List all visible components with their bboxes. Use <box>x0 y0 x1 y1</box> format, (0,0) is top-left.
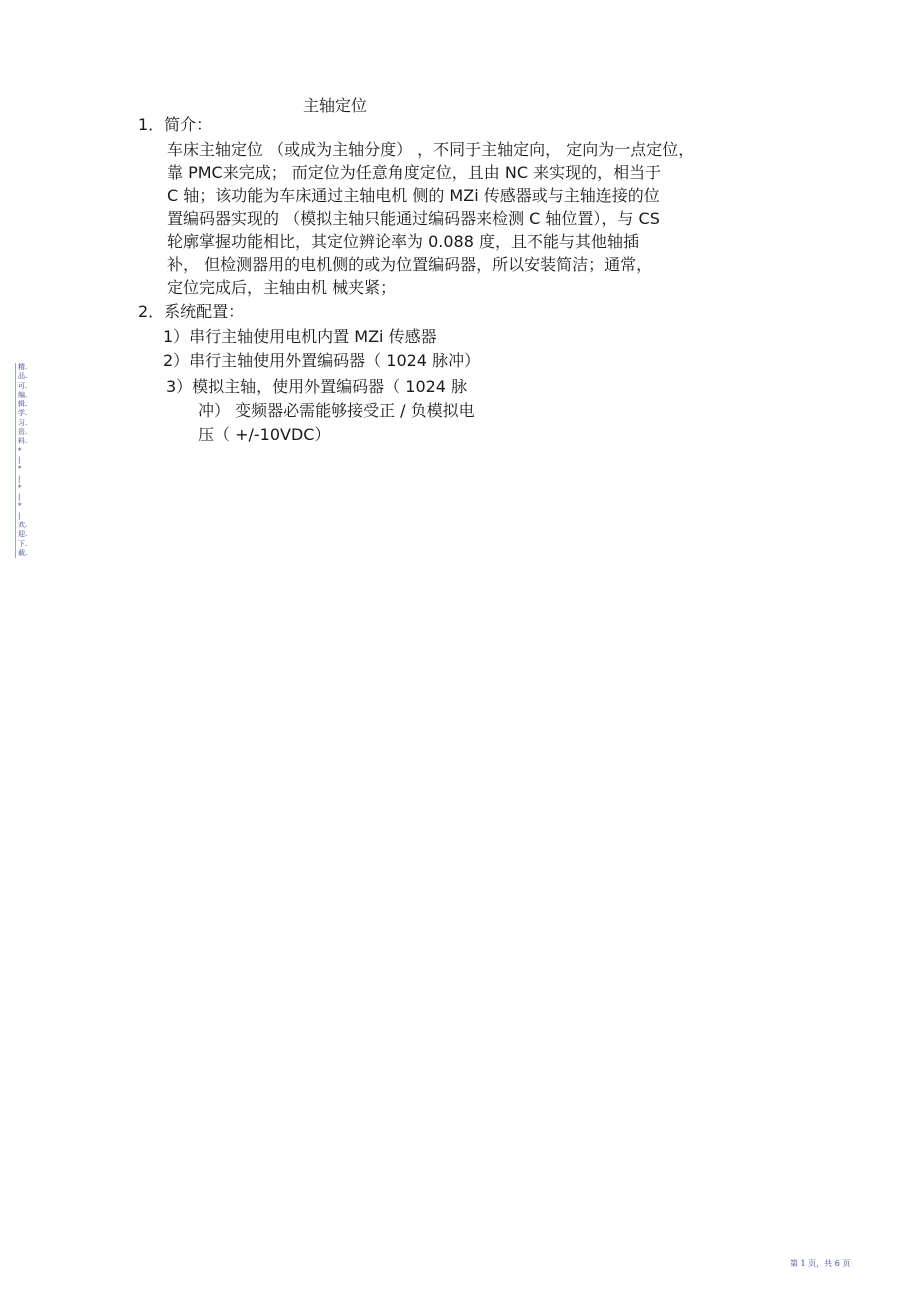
intro-line-7: 定位完成后，主轴由机 械夹紧； <box>167 278 397 297</box>
config-item-3-cont-1: 冲） 变频器必需能够接受正 / 负模拟电 <box>198 401 475 420</box>
config-item-3: 3）模拟主轴，使用外置编码器（ 1024 脉 <box>166 377 468 396</box>
section-heading-intro: 1．简介： <box>138 115 213 134</box>
intro-line-2: 靠 PMC来完成； 而定位为任意角度定位，且由 NC 来实现的，相当于 <box>167 163 662 182</box>
intro-line-3: C 轴；该功能为车床通过主轴电机 侧的 MZi 传感器或与主轴连接的位 <box>167 186 660 205</box>
document-title: 主轴定位 <box>303 96 368 115</box>
section-heading-config: 2．系统配置： <box>138 302 245 321</box>
side-watermark: 精. 品. 可. 编. 辑. 学. 习. 资. 料. * | * | * | * | 欢. 迎. 下. 载. <box>15 363 32 558</box>
page-number: 第 1 页，共 6 页 <box>790 1259 851 1268</box>
intro-line-6: 补， 但检测器用的电机侧的或为位置编码器，所以安装简洁；通常， <box>167 255 653 274</box>
intro-line-5: 轮廓掌握功能相比，其定位辨论率为 0.088 度，且不能与其他轴插 <box>167 232 639 251</box>
config-item-2: 2）串行主轴使用外置编码器（ 1024 脉冲） <box>163 351 481 370</box>
config-item-3-cont-2: 压（ +/-10VDC） <box>198 425 331 444</box>
config-item-1: 1）串行主轴使用电机内置 MZi 传感器 <box>163 327 437 346</box>
intro-line-4: 置编码器实现的 （模拟主轴只能通过编码器来检测 C 轴位置），与 CS <box>167 209 660 228</box>
intro-line-1: 车床主轴定位 （或成为主轴分度） ，不同于主轴定向， 定向为一点定位， <box>167 140 695 159</box>
